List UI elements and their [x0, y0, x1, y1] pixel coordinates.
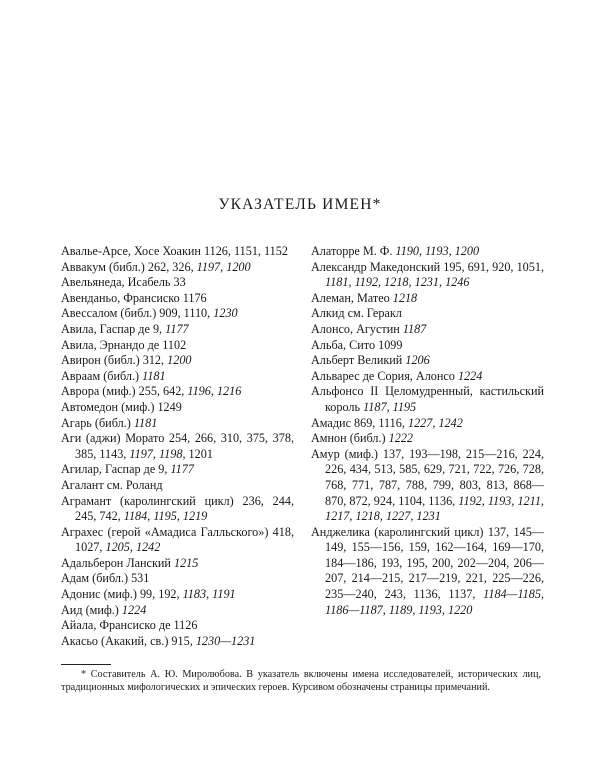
index-column-right [311, 244, 544, 618]
index-entry [61, 525, 294, 556]
note-page-refs: 1184—1185, 1186—1187, 1189, 1193, 1220 [325, 587, 544, 617]
index-entry [311, 525, 544, 619]
page-title: УКАЗАТЕЛЬ ИМЕН* [218, 196, 382, 213]
entry-text: Аид (миф.) [61, 602, 122, 617]
note-page-refs: 1197, 1200 [196, 259, 251, 274]
note-page-refs: 1227, 1242 [407, 415, 463, 430]
note-page-refs: 1200 [167, 353, 192, 368]
note-page-refs: 1224 [121, 602, 147, 617]
index-entry [311, 384, 544, 415]
entry-text: Авалье-Арсе, Хосе Хоакин 1126, 1151, 1152 [61, 244, 288, 258]
index-entry [311, 416, 544, 432]
entry-text: Авила, Гаспар де 9, [61, 321, 166, 336]
index-entry [61, 416, 294, 432]
note-page-refs: 1187, 1195 [363, 399, 417, 414]
note-page-refs: 1230—1231 [195, 633, 256, 648]
index-entry [61, 353, 294, 369]
entry-text: Адальберон Ланский [61, 555, 174, 570]
entry-text: Айала, Франсиско де 1126 [61, 618, 198, 633]
entry-text: Альварес де Сория, Алонсо [311, 368, 458, 383]
entry-text: Адам (библ.) 531 [61, 571, 150, 586]
index-entry [61, 384, 294, 400]
index-entry [61, 634, 294, 650]
index-entry [61, 275, 294, 291]
entry-text: Авирон (библ.) 312, [61, 353, 168, 368]
note-page-refs: 1181 [133, 415, 158, 430]
index-entry [311, 322, 544, 338]
entry-text: Алкид см. Геракл [311, 306, 402, 321]
entry-text: Аграхес (герой «Амадиса Галльского») 418, 1027, [61, 524, 294, 555]
index-entry [61, 431, 294, 462]
entry-text: Алеман, Матео [311, 290, 393, 305]
entry-text: Алонсо, Агустин [311, 321, 403, 336]
entry-text: Авенданьо, Франсиско 1176 [61, 290, 207, 305]
index-entry [61, 603, 294, 619]
index-column-left [61, 244, 294, 649]
entry-text: Альфонсо II Целомудренный, кастильский король [311, 384, 544, 414]
index-entry [61, 322, 294, 338]
entry-text: Агалант см. Роланд [61, 477, 163, 492]
entry-text: Аврора (миф.) 255, 642, [61, 384, 188, 399]
entry-text: Альберт Великий [311, 353, 406, 368]
entry-text: Авила, Эрнандо де 1102 [61, 337, 187, 352]
index-entry [61, 369, 294, 385]
index-entry [311, 431, 544, 447]
entry-text: Адонис (миф.) 99, 192, [61, 587, 183, 602]
entry-text: Анджелика (каролингский цикл) 137, 145—149, 155—156, 159, 162—164, 169—170, 184—186, 193, 195, 200, 202—204, 206—207, 214—215, 217—219, 221, 225—226, 235—240, 243, 1136, 1137, [311, 524, 544, 602]
index-entry [311, 338, 544, 354]
note-page-refs: 1206 [405, 353, 430, 368]
index-entry [61, 400, 294, 416]
note-page-refs: 1224 [457, 368, 483, 383]
index-entry [311, 369, 544, 385]
note-page-refs: 1197, 1198, [129, 446, 189, 461]
index-entry [61, 291, 294, 307]
note-page-refs: 1205, 1242 [105, 540, 161, 555]
index-entry [311, 244, 544, 260]
entry-text: Аграмант (каролингский цикл) 236, 244, 245, 742, [61, 493, 294, 524]
entry-text: Амнон (библ.) [311, 431, 389, 446]
entry-text: Аввакум (библ.) 262, 326, [61, 259, 197, 274]
note-page-refs: 1190, 1193, 1200 [395, 244, 480, 258]
entry-text: Алаторре М. Ф. [311, 244, 396, 258]
note-page-refs: 1184, 1195, 1219 [123, 509, 208, 524]
entry-text: Амур (миф.) 137, 193—198, 215—216, 224, 226, 434, 513, 585, 629, 721, 722, 726, 728, 768, 771, 787, 788, 799, 803, 813, 868—870, 872, 924, 1104, 1136, [311, 446, 544, 508]
index-entry [61, 556, 294, 572]
index-entry [61, 260, 294, 276]
note-page-refs: 1177 [170, 462, 194, 477]
index-entry [61, 587, 294, 603]
index-entry [61, 462, 294, 478]
index-entry [61, 338, 294, 354]
entry-text: Аги (аджи) Морато 254, 266, 310, 375, 378, 385, 1143, [61, 431, 294, 461]
entry-text: Альба, Сито 1099 [311, 337, 403, 352]
note-page-refs: 1181 [142, 368, 166, 383]
note-page-refs: 1218 [392, 290, 418, 305]
entry-text: Агилар, Гаспар де 9, [61, 462, 171, 477]
index-entry [311, 353, 544, 369]
index-entry [61, 478, 294, 494]
entry-text: Авраам (библ.) [61, 368, 143, 383]
note-page-refs: 1196, 1216 [187, 384, 242, 399]
note-page-refs: 1183, 1191 [182, 587, 236, 602]
entry-text: Акасьо (Акакий, св.) 915, [61, 633, 196, 648]
index-entry [61, 306, 294, 322]
entry-text: Автомедон (миф.) 1249 [61, 399, 182, 414]
note-page-refs: 1187 [402, 321, 427, 336]
entry-text: Амадис 869, 1116, [311, 415, 408, 430]
entry-text: Авессалом (библ.) 909, 1110, [61, 306, 214, 321]
footnote: * Составитель А. Ю. Миролюбова. В указатель включены имена исследователей, исторических лиц, традиционных мифологических и эпических героев. Курсивом обозначены страницы примечаний. [61, 669, 541, 693]
index-entry [61, 618, 294, 634]
note-page-refs: 1192, 1193, 1211, 1217, 1218, 1227, 1231 [325, 493, 544, 524]
note-page-refs: 1230 [213, 306, 238, 321]
note-page-refs: 1222 [388, 431, 413, 446]
index-entry [311, 260, 544, 291]
note-page-refs: 1177 [165, 321, 189, 336]
index-entry [311, 291, 544, 307]
entry-text: Агарь (библ.) [61, 415, 134, 430]
index-entry [311, 306, 544, 322]
entry-text: 1201 [188, 446, 213, 461]
entry-text: Александр Македонский 195, 691, 920, 1051, [311, 259, 544, 274]
index-entry [61, 494, 294, 525]
entry-text: Авельянеда, Исабель 33 [61, 275, 186, 290]
index-entry [61, 571, 294, 587]
note-page-refs: 1181, 1192, 1218, 1231, 1246 [325, 275, 470, 290]
note-page-refs: 1215 [173, 555, 199, 570]
index-entry [311, 447, 544, 525]
index-entry [61, 244, 294, 260]
footnote-rule [61, 664, 111, 665]
